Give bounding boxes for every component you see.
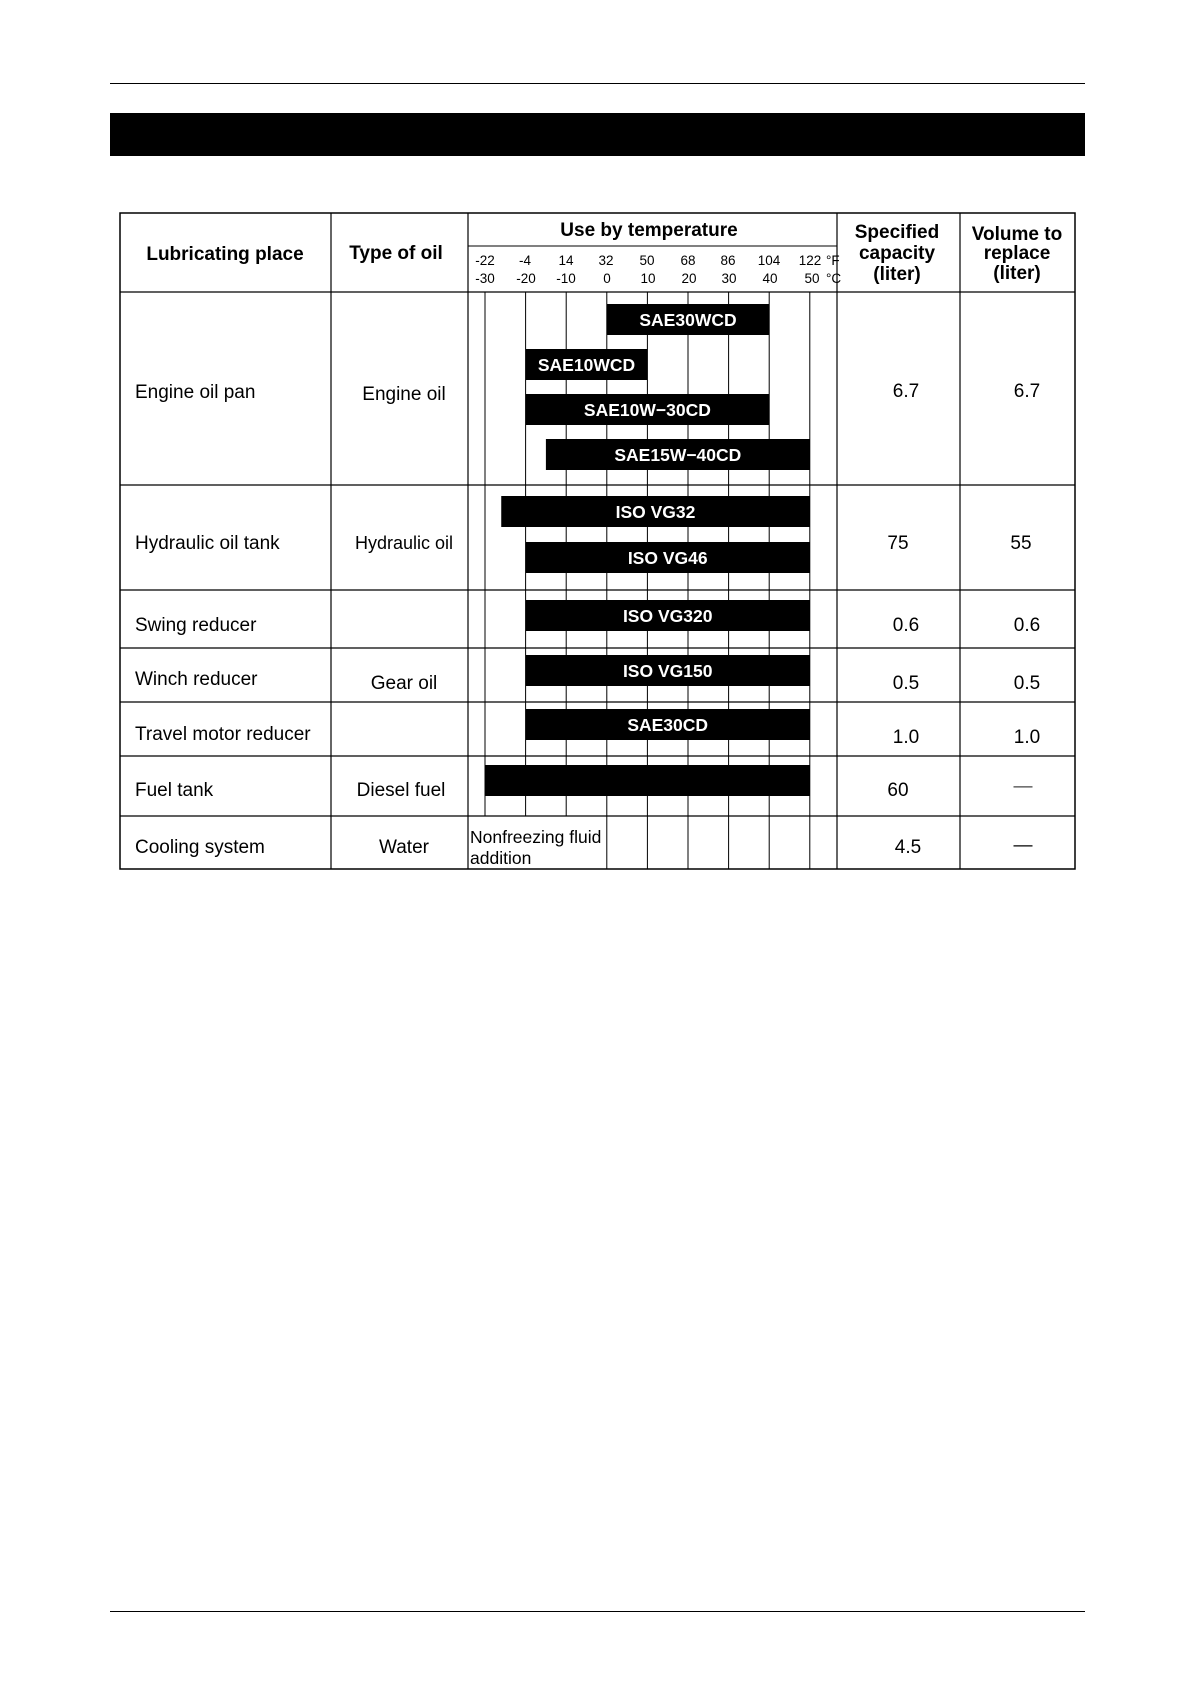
vol-swing-reducer: 0.6	[1013, 615, 1041, 636]
vol-winch-reducer: 0.5	[1013, 673, 1041, 694]
unit-f: °F	[826, 253, 840, 268]
temperature-bar-label: ISO VG46	[627, 548, 708, 568]
vol-fuel-tank: —	[1013, 776, 1033, 797]
vol-travel-motor-reducer: 1.0	[1013, 727, 1041, 748]
tick-f: -22	[475, 253, 495, 268]
spec-engine-oil-pan: 6.7	[892, 381, 920, 402]
oil-gear-oil: Gear oil	[370, 673, 438, 694]
spec-fuel-tank: 60	[887, 780, 909, 801]
vol-engine-oil-pan: 6.7	[1013, 381, 1041, 402]
tick-c: 50	[804, 271, 820, 286]
tick-c: 0	[603, 271, 611, 286]
header-type-of-oil: Type of oil	[349, 243, 443, 264]
header-specified-line-1: Specified	[854, 222, 940, 243]
place-winch-reducer: Winch reducer	[135, 669, 258, 690]
tick-f: 86	[720, 253, 736, 268]
tick-c: 40	[762, 271, 778, 286]
tick-f: 68	[680, 253, 696, 268]
temperature-bar-label: ISO VG320	[622, 606, 713, 626]
cooling-note-line-1: Nonfreezing fluid	[470, 827, 602, 847]
header-lubricating-place: Lubricating place	[146, 244, 304, 265]
temperature-bar-label: SAE10WCD	[537, 355, 636, 375]
oil-water: Water	[379, 837, 429, 858]
temperature-bar-label: ISO VG150	[622, 661, 713, 681]
spec-travel-motor-reducer: 1.0	[892, 727, 920, 748]
spec-winch-reducer: 0.5	[892, 673, 920, 694]
tick-f: -4	[518, 253, 532, 268]
unit-c: °C	[826, 271, 842, 286]
tick-f: 122	[798, 253, 822, 268]
tick-c: -10	[556, 271, 576, 286]
header-volume-line-2: replace	[983, 243, 1051, 264]
tick-c: -20	[516, 271, 536, 286]
temperature-bar-label: SAE30WCD	[639, 310, 737, 330]
vol-hydraulic-oil-tank: 55	[1010, 533, 1032, 554]
tick-c: -30	[475, 271, 495, 286]
temperature-bar-label: SAE10W−30CD	[583, 400, 711, 420]
temperature-range-bar	[485, 765, 810, 796]
temperature-bar-label: SAE15W−40CD	[614, 445, 742, 465]
header-volume-line-1: Volume to	[971, 224, 1063, 245]
spec-hydraulic-oil-tank: 75	[887, 533, 909, 554]
tick-c: 10	[640, 271, 656, 286]
header-use-by-temperature: Use by temperature	[560, 220, 738, 241]
place-fuel-tank: Fuel tank	[135, 780, 214, 801]
place-hydraulic-oil-tank: Hydraulic oil tank	[135, 533, 280, 554]
vol-cooling-system: —	[1013, 835, 1033, 856]
oil-hydraulic-oil: Hydraulic oil	[354, 533, 454, 553]
place-cooling-system: Cooling system	[135, 837, 265, 858]
oil-engine-oil: Engine oil	[362, 384, 446, 405]
tick-c: 20	[681, 271, 697, 286]
temperature-bar-label: SAE30CD	[627, 715, 709, 735]
tick-f: 32	[598, 253, 614, 268]
tick-f: 50	[639, 253, 655, 268]
temperature-bar-label: ISO VG32	[615, 502, 696, 522]
spec-swing-reducer: 0.6	[892, 615, 920, 636]
header-volume-line-3: (liter)	[993, 263, 1041, 284]
oil-diesel-fuel: Diesel fuel	[356, 780, 446, 801]
place-engine-oil-pan: Engine oil pan	[135, 382, 256, 403]
header-specified-line-2: capacity	[858, 243, 936, 264]
tick-c: 30	[721, 271, 737, 286]
tick-f: 14	[558, 253, 574, 268]
fahrenheit-scale	[475, 253, 839, 268]
place-swing-reducer: Swing reducer	[135, 615, 257, 636]
celsius-scale	[475, 271, 841, 286]
place-travel-motor-reducer: Travel motor reducer	[135, 724, 311, 745]
header-specified-line-3: (liter)	[873, 264, 921, 285]
tick-f: 104	[757, 253, 781, 268]
spec-cooling-system: 4.5	[894, 837, 922, 858]
cooling-note-line-2: addition	[470, 848, 532, 868]
